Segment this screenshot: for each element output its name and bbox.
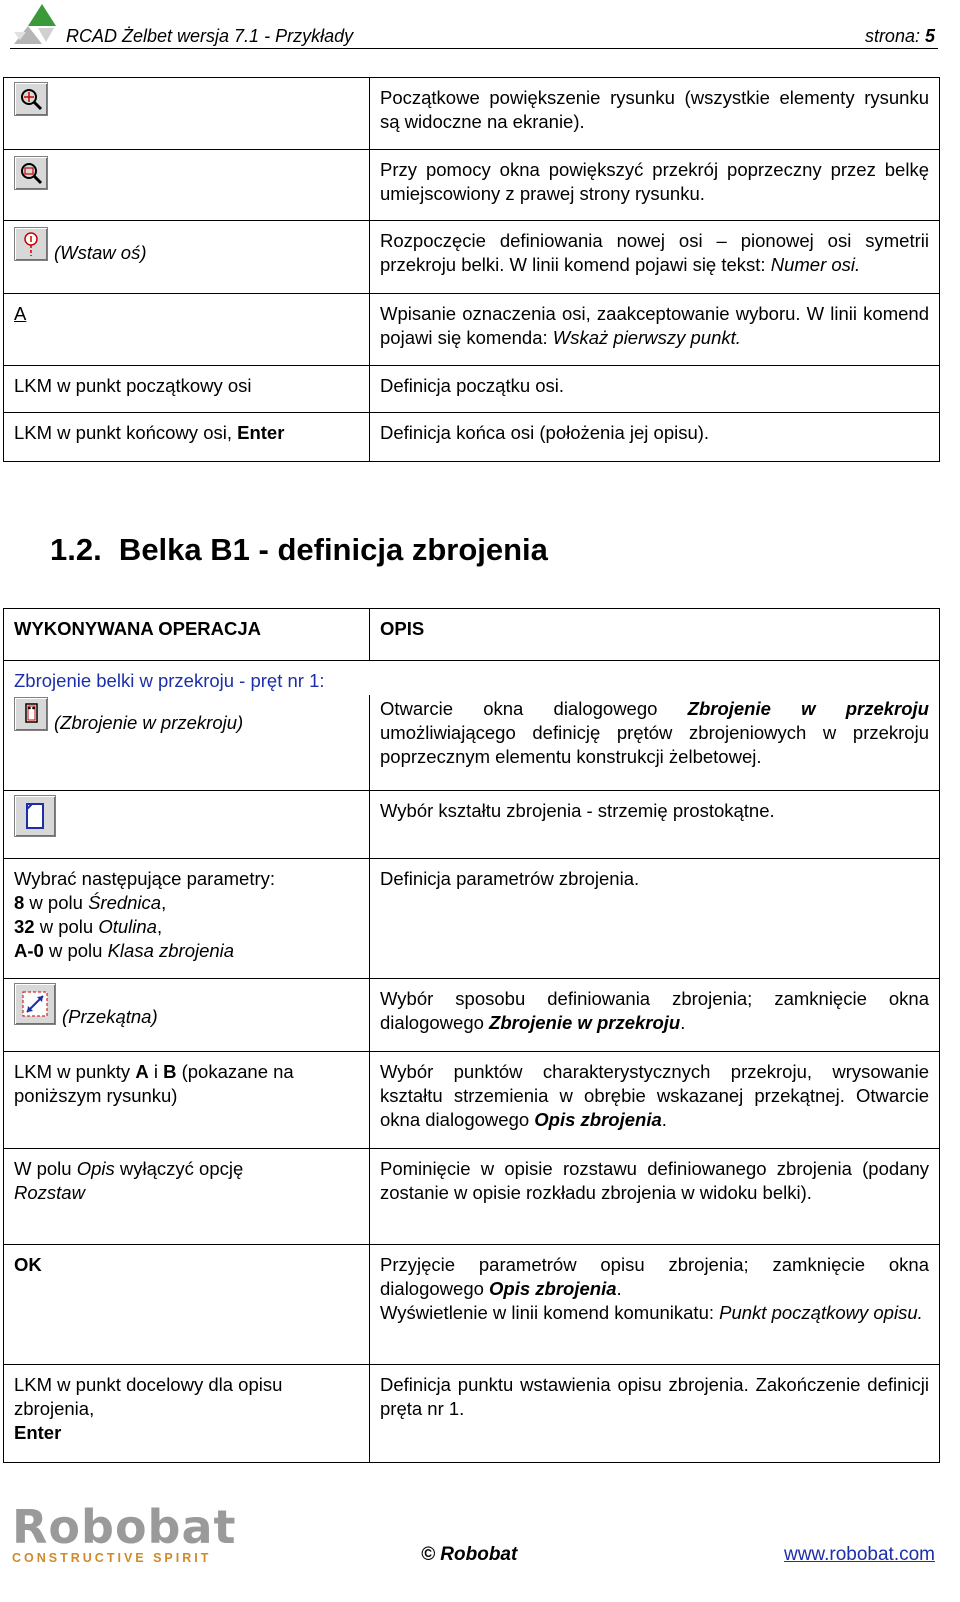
option-name: Rozstaw bbox=[14, 1182, 85, 1203]
param-text: , bbox=[156, 916, 163, 937]
copyright-text: © Robobat bbox=[421, 1544, 518, 1565]
param-value: A-0 bbox=[14, 940, 44, 961]
description-cell: Przy pomocy okna powiększyć przekrój poprzeczny przez belkę umiejscowiony z prawej strony rysunku. bbox=[370, 150, 940, 221]
column-header-operation: WYKONYWANA OPERACJA bbox=[4, 609, 370, 661]
operation-text: LKM w punkt docelowy dla opisu zbrojenia, bbox=[14, 1374, 283, 1419]
document-title: RCAD Żelbet wersja 7.1 - Przykłady bbox=[66, 26, 354, 46]
table-row bbox=[4, 1149, 940, 1245]
description-cell bbox=[370, 1052, 940, 1149]
group-row bbox=[4, 661, 940, 695]
dialog-name: Opis zbrojenia bbox=[489, 1278, 617, 1299]
operation-text: wyłączyć opcję bbox=[114, 1158, 249, 1179]
description-text: Wybór sposobu definiowania zbrojenia; zamknięcie okna dialogowego bbox=[380, 988, 929, 1033]
axis-letter: A bbox=[14, 303, 27, 324]
param-value: 8 bbox=[14, 892, 25, 913]
dialog-name: Opis zbrojenia bbox=[534, 1109, 662, 1130]
field-name: Klasa zbrojenia bbox=[107, 940, 235, 961]
header-divider bbox=[10, 48, 938, 49]
description-cell bbox=[370, 221, 940, 294]
operation-text: LKM w punkt końcowy osi, bbox=[14, 422, 238, 443]
param-text: , bbox=[161, 892, 167, 913]
website-link[interactable]: www.robobat.com bbox=[783, 1544, 935, 1565]
ok-key: OK bbox=[14, 1254, 42, 1275]
dialog-name: Zbrojenie w przekroju bbox=[687, 697, 929, 719]
steps-table-1 bbox=[3, 77, 940, 462]
table-row bbox=[4, 221, 940, 294]
operation-cell bbox=[4, 221, 370, 294]
operation-cell bbox=[4, 1245, 370, 1365]
description-text: Rozpoczęcie definiowania nowej osi – pionowej osi symetrii przekroju belki. W linii komend pojawi się tekst: bbox=[380, 230, 929, 275]
table-row bbox=[4, 1245, 940, 1365]
description-cell bbox=[370, 294, 940, 366]
operation-text: LKM w punkty bbox=[14, 1061, 136, 1082]
param-cover bbox=[14, 915, 359, 939]
description-cell: Definicja punktu wstawienia opisu zbrojenia. Zakończenie definicji pręta nr 1. bbox=[370, 1365, 940, 1463]
table-row bbox=[4, 695, 940, 791]
table-row bbox=[4, 150, 940, 221]
table-row bbox=[4, 78, 940, 150]
description-text: Wpisanie oznaczenia osi, zaakceptowanie wyboru. W linii komend pojawi się komenda: bbox=[380, 303, 929, 348]
description-text: . bbox=[680, 1012, 686, 1033]
dialog-name: Zbrojenie w przekroju bbox=[489, 1012, 681, 1033]
table-row bbox=[4, 413, 940, 462]
operation-text: (pokazane na poniższym rysunku) bbox=[14, 1061, 294, 1106]
operation-cell bbox=[4, 1052, 370, 1149]
description-cell: Definicja początku osi. bbox=[370, 366, 940, 413]
description-cell: Definicja parametrów zbrojenia. bbox=[370, 859, 940, 979]
insert-axis-icon[interactable] bbox=[14, 227, 48, 261]
operation-cell bbox=[4, 294, 370, 366]
description-cell: Pominięcie w opisie rozstawu definiowanego zbrojenia (podany zostanie w opisie rozkładu zbrojenia w widoku belki). bbox=[370, 1149, 940, 1245]
section-heading: 1.2. Belka B1 - definicja zbrojenia bbox=[50, 532, 548, 567]
page-indicator bbox=[865, 26, 935, 47]
operation-cell bbox=[4, 695, 370, 791]
header-row bbox=[4, 609, 940, 661]
description-text: . bbox=[661, 1109, 667, 1130]
field-name: Otulina bbox=[98, 916, 157, 937]
description-cell bbox=[370, 979, 940, 1052]
rectangular-stirrup-icon[interactable] bbox=[14, 795, 56, 837]
zoom-all-icon[interactable] bbox=[14, 82, 48, 116]
param-class bbox=[14, 939, 359, 963]
operation-cell: LKM w punkt początkowy osi bbox=[4, 366, 370, 413]
point-label: B bbox=[163, 1061, 177, 1082]
command-text: Punkt początkowy opisu. bbox=[719, 1302, 923, 1323]
table-row bbox=[4, 294, 940, 366]
description-cell bbox=[370, 695, 940, 791]
description-text: . bbox=[616, 1278, 622, 1299]
command-text: Numer osi. bbox=[770, 254, 861, 275]
operation-cell bbox=[4, 78, 370, 150]
operation-text: i bbox=[148, 1061, 164, 1082]
param-text: w polu bbox=[24, 892, 89, 913]
page-number: 5 bbox=[924, 26, 935, 46]
instruction-line: Wybrać następujące parametry: bbox=[14, 868, 276, 889]
group-label: Zbrojenie belki w przekroju - pręt nr 1: bbox=[4, 661, 940, 695]
field-name: Opis bbox=[76, 1158, 115, 1179]
table-row bbox=[4, 791, 940, 859]
operation-cell bbox=[4, 859, 370, 979]
description-text: Wybór punktów charakterystycznych przekroju, wrysowanie kształtu strzemienia w obrębie wskazanej przekątnej. Otwarcie okna dialogowego bbox=[380, 1061, 929, 1130]
key-enter: Enter bbox=[237, 422, 285, 443]
operation-cell bbox=[4, 150, 370, 221]
insert-axis-label: (Wstaw oś) bbox=[54, 242, 147, 263]
table-row bbox=[4, 1052, 940, 1149]
key-enter: Enter bbox=[14, 1422, 62, 1443]
param-diameter bbox=[14, 891, 359, 915]
description-cell bbox=[370, 1245, 940, 1365]
column-header-description: OPIS bbox=[370, 609, 940, 661]
table-row bbox=[4, 1365, 940, 1463]
page-label: strona: bbox=[864, 26, 920, 46]
description-text: Wyświetlenie w linii komend komunikatu: bbox=[380, 1302, 720, 1323]
diagonal-icon[interactable] bbox=[14, 983, 56, 1025]
param-value: 32 bbox=[14, 916, 35, 937]
point-label: A bbox=[135, 1061, 149, 1082]
description-text: umożliwiającego definicję prętów zbrojeniowych w przekroju poprzecznym elementu konstrukcji żelbetowej. bbox=[380, 721, 929, 767]
operation-text: W polu bbox=[14, 1158, 77, 1179]
param-text: w polu bbox=[34, 916, 99, 937]
diagonal-label: (Przekątna) bbox=[62, 1006, 158, 1027]
zoom-window-icon[interactable] bbox=[14, 156, 48, 190]
description-cell: Definicja końca osi (położenia jej opisu). bbox=[370, 413, 940, 462]
description-cell: Wybór kształtu zbrojenia - strzemię prostokątne. bbox=[370, 791, 940, 859]
logo-wordmark: Robobat bbox=[12, 1500, 237, 1554]
operation-cell bbox=[4, 413, 370, 462]
param-text: w polu bbox=[43, 940, 108, 961]
header-logo-icon bbox=[8, 2, 64, 44]
operation-cell bbox=[4, 979, 370, 1052]
robobat-logo bbox=[12, 1500, 237, 1567]
description-cell: Początkowe powiększenie rysunku (wszystkie elementy rysunku są widoczne na ekranie). bbox=[370, 78, 940, 150]
description-text: Przyjęcie parametrów opisu zbrojenia; zamknięcie okna dialogowego bbox=[380, 1254, 929, 1299]
command-text: Wskaż pierwszy punkt. bbox=[552, 327, 741, 348]
logo-tagline: CONSTRUCTIVE SPIRIT bbox=[12, 1551, 212, 1565]
table-row bbox=[4, 366, 940, 413]
field-name: Średnica bbox=[88, 892, 162, 913]
table-row bbox=[4, 979, 940, 1052]
operation-cell bbox=[4, 791, 370, 859]
description-text: Otwarcie okna dialogowego bbox=[380, 697, 688, 719]
section-reinforcement-label: (Zbrojenie w przekroju) bbox=[54, 711, 244, 733]
operation-cell bbox=[4, 1365, 370, 1463]
operation-cell bbox=[4, 1149, 370, 1245]
table-row bbox=[4, 859, 940, 979]
section-reinforcement-icon[interactable] bbox=[14, 697, 48, 731]
steps-table-2 bbox=[3, 608, 940, 1463]
